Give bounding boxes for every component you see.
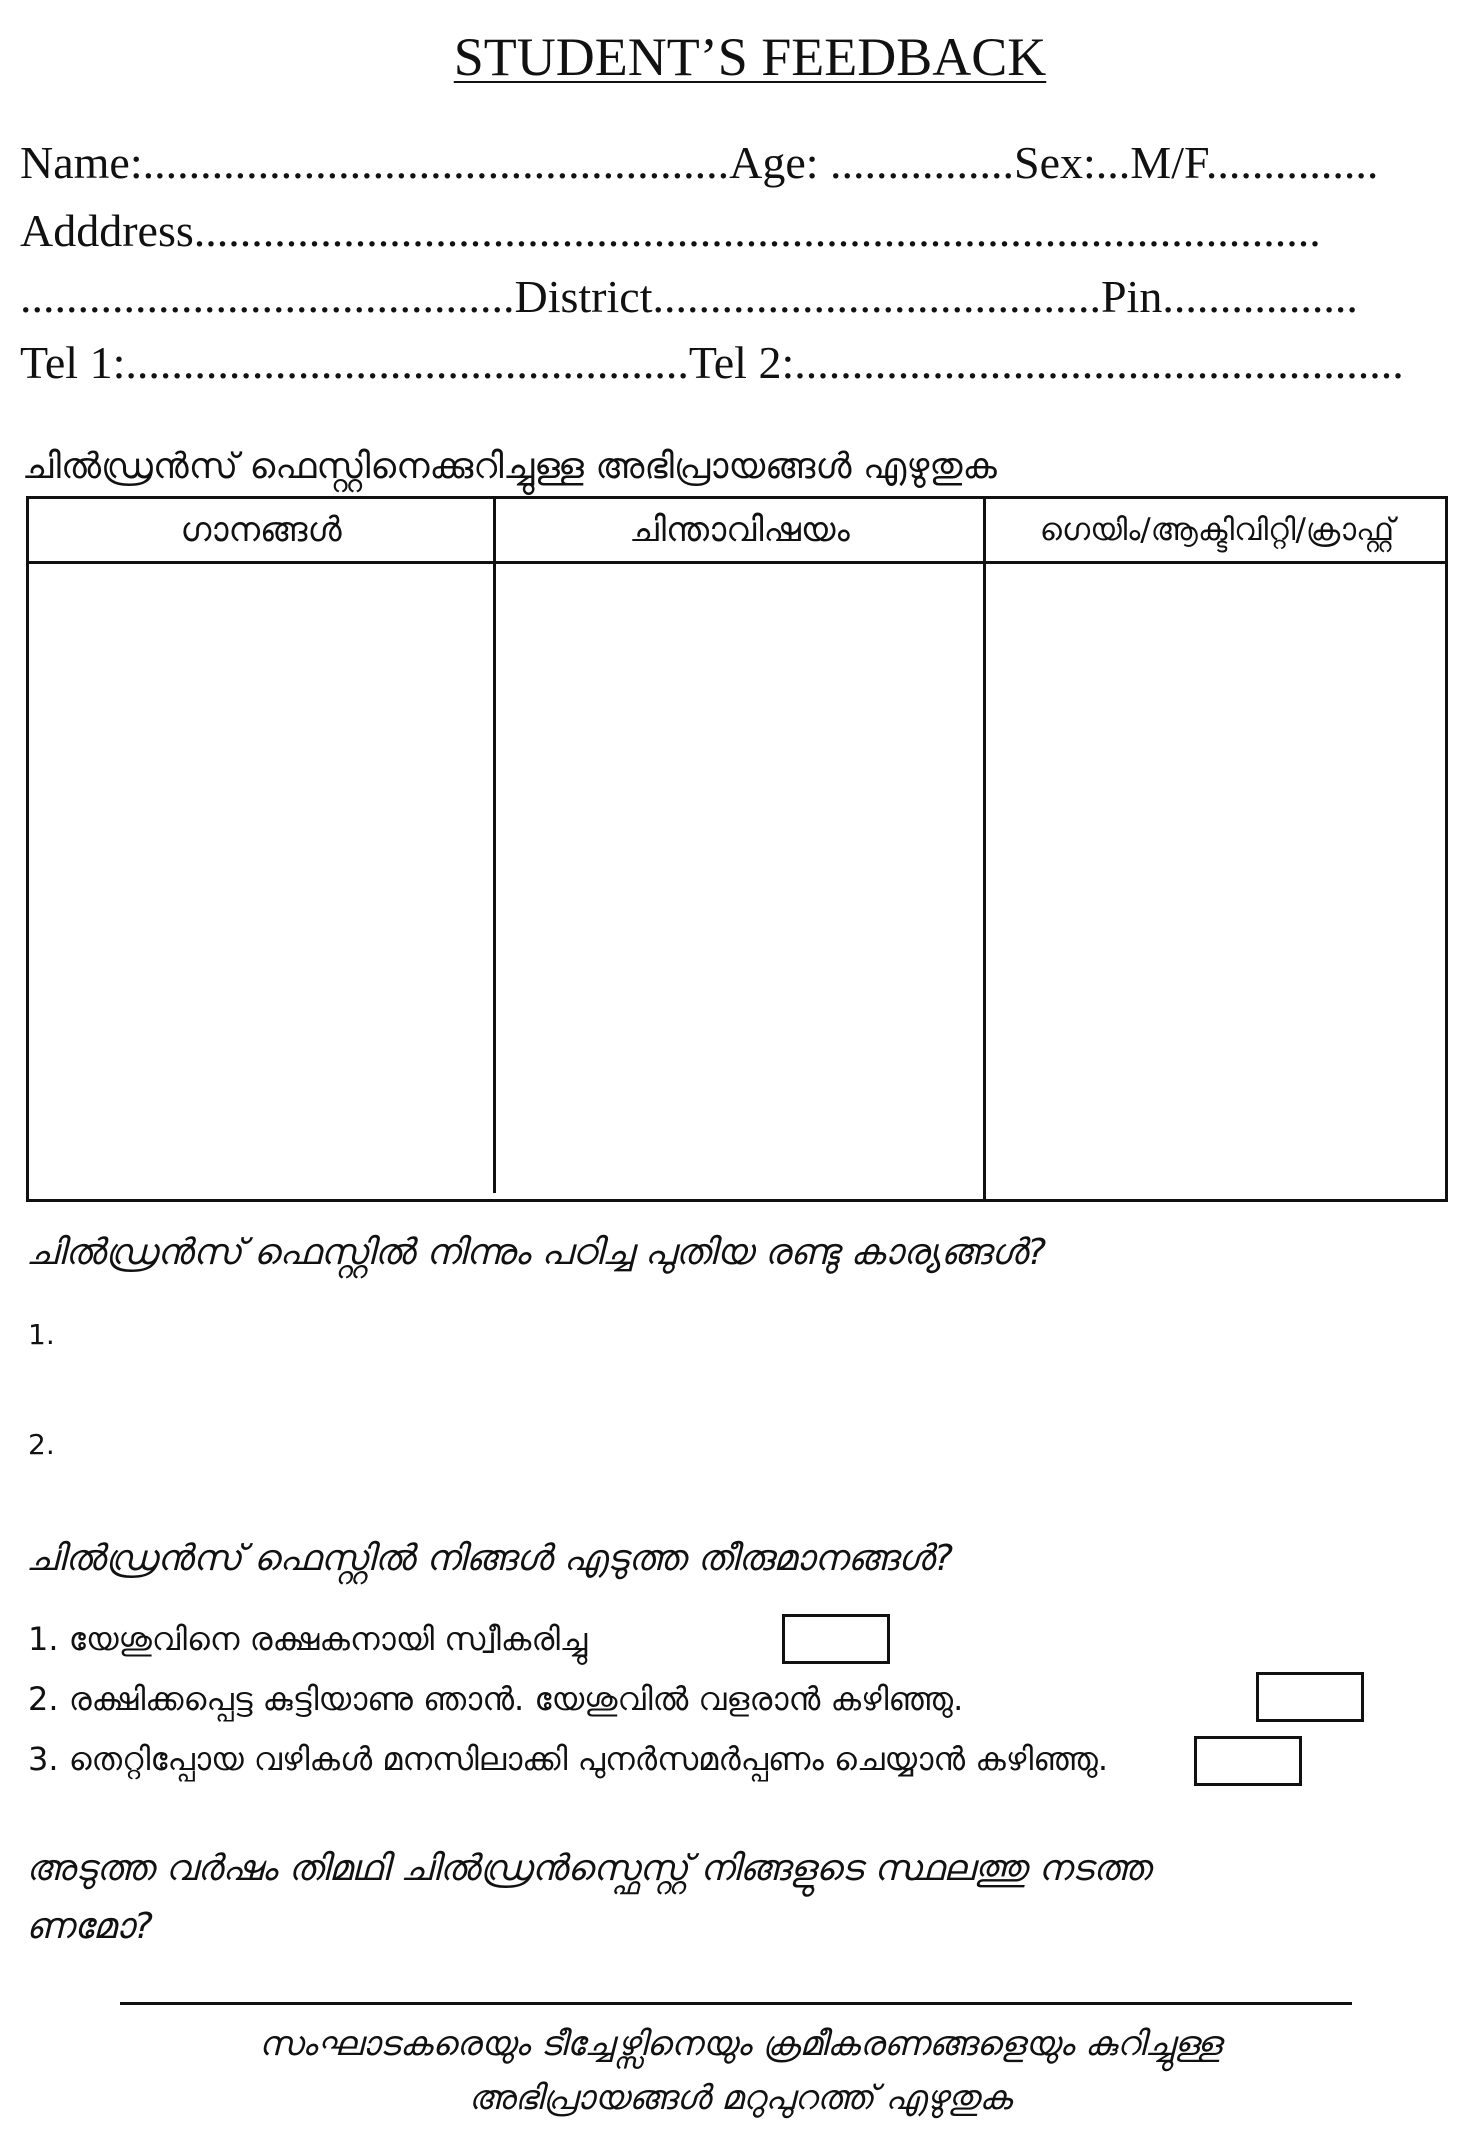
question-next-year-line-1: അടുത്ത വർഷം തിമഥി ചിൽഡ്രൻസ്ഫെസ്റ്റ് നിങ്ങളുടെ സ്ഥലത്തു നടത്ത [26,1848,1151,1889]
question-learned-things: ചിൽഡ്രൻസ് ഫെസ്റ്റിൽ നിന്നും പഠിച്ച പുതിയ രണ്ടു കാര്യങ്ങൾ? [26,1232,1047,1273]
decision-option-1: 1. യേശുവിനെ രക്ഷകനായി സ്വീകരിച്ചു [28,1620,588,1658]
decision-option-2: 2. രക്ഷിക്കപ്പെട്ട കുട്ടിയാണു ഞാൻ. യേശുവിൽ വളരാൻ കഴിഞ്ഞു. [28,1680,964,1718]
decision-option-3: 3. തെറ്റിപ്പോയ വഴികൾ മനസിലാക്കി പുനർസമർപ്പണം ചെയ്യാൻ കഴിഞ്ഞു. [28,1740,1109,1778]
name-age-sex-field[interactable]: Name:...................................................Age: ................Sex:...M/F............... [20,137,1379,188]
question-next-year-line-2: ണമോ? [26,1906,153,1947]
address-field[interactable]: Adddress.................................................................................................. [20,205,1321,256]
answer-number-1: 1. [28,1318,55,1351]
decision-checkbox-3[interactable] [1194,1736,1302,1786]
activity-writing-area[interactable] [986,564,1445,1199]
table-heading: ചിൽഡ്രൻസ് ഫെസ്റ്റിനെക്കുറിച്ചുള്ള അഭിപ്രായങ്ങൾ എഴുതുക [22,446,997,487]
column-header-thought: ചിന്താവിഷയം [629,510,850,550]
column-header-activity: ഗെയിം/ആക്ടിവിറ്റി/ക്രാഫ്റ്റ് [1039,512,1395,548]
footer-note-line-2: അഭിപ്രായങ്ങൾ മറുപുറത്ത് എഴുതുക [468,2078,1012,2118]
feedback-table [26,496,1448,1202]
decision-checkbox-1[interactable] [782,1614,890,1664]
footer-divider [120,2002,1352,2005]
telephone-field[interactable]: Tel 1:.................................................Tel 2:..................................................... [20,337,1404,388]
answer-number-2: 2. [28,1428,55,1461]
thought-writing-area[interactable] [496,564,983,1199]
district-pin-field[interactable]: ...........................................District.......................................Pin................. [20,271,1358,322]
decision-checkbox-2[interactable] [1256,1672,1364,1722]
question-decisions: ചിൽഡ്രൻസ് ഫെസ്റ്റിൽ നിങ്ങൾ എടുത്ത തീരുമാനങ്ങൾ? [26,1538,954,1579]
footer-note-line-1: സംഘാടകരെയും ടീച്ചേഴ്സിനെയും ക്രമീകരണങ്ങളെയും കുറിച്ചുള്ള [258,2024,1222,2064]
songs-writing-area[interactable] [29,564,493,1199]
page-title: STUDENT’S FEEDBACK [453,27,1047,87]
column-header-songs: ഗാനങ്ങൾ [180,510,342,550]
